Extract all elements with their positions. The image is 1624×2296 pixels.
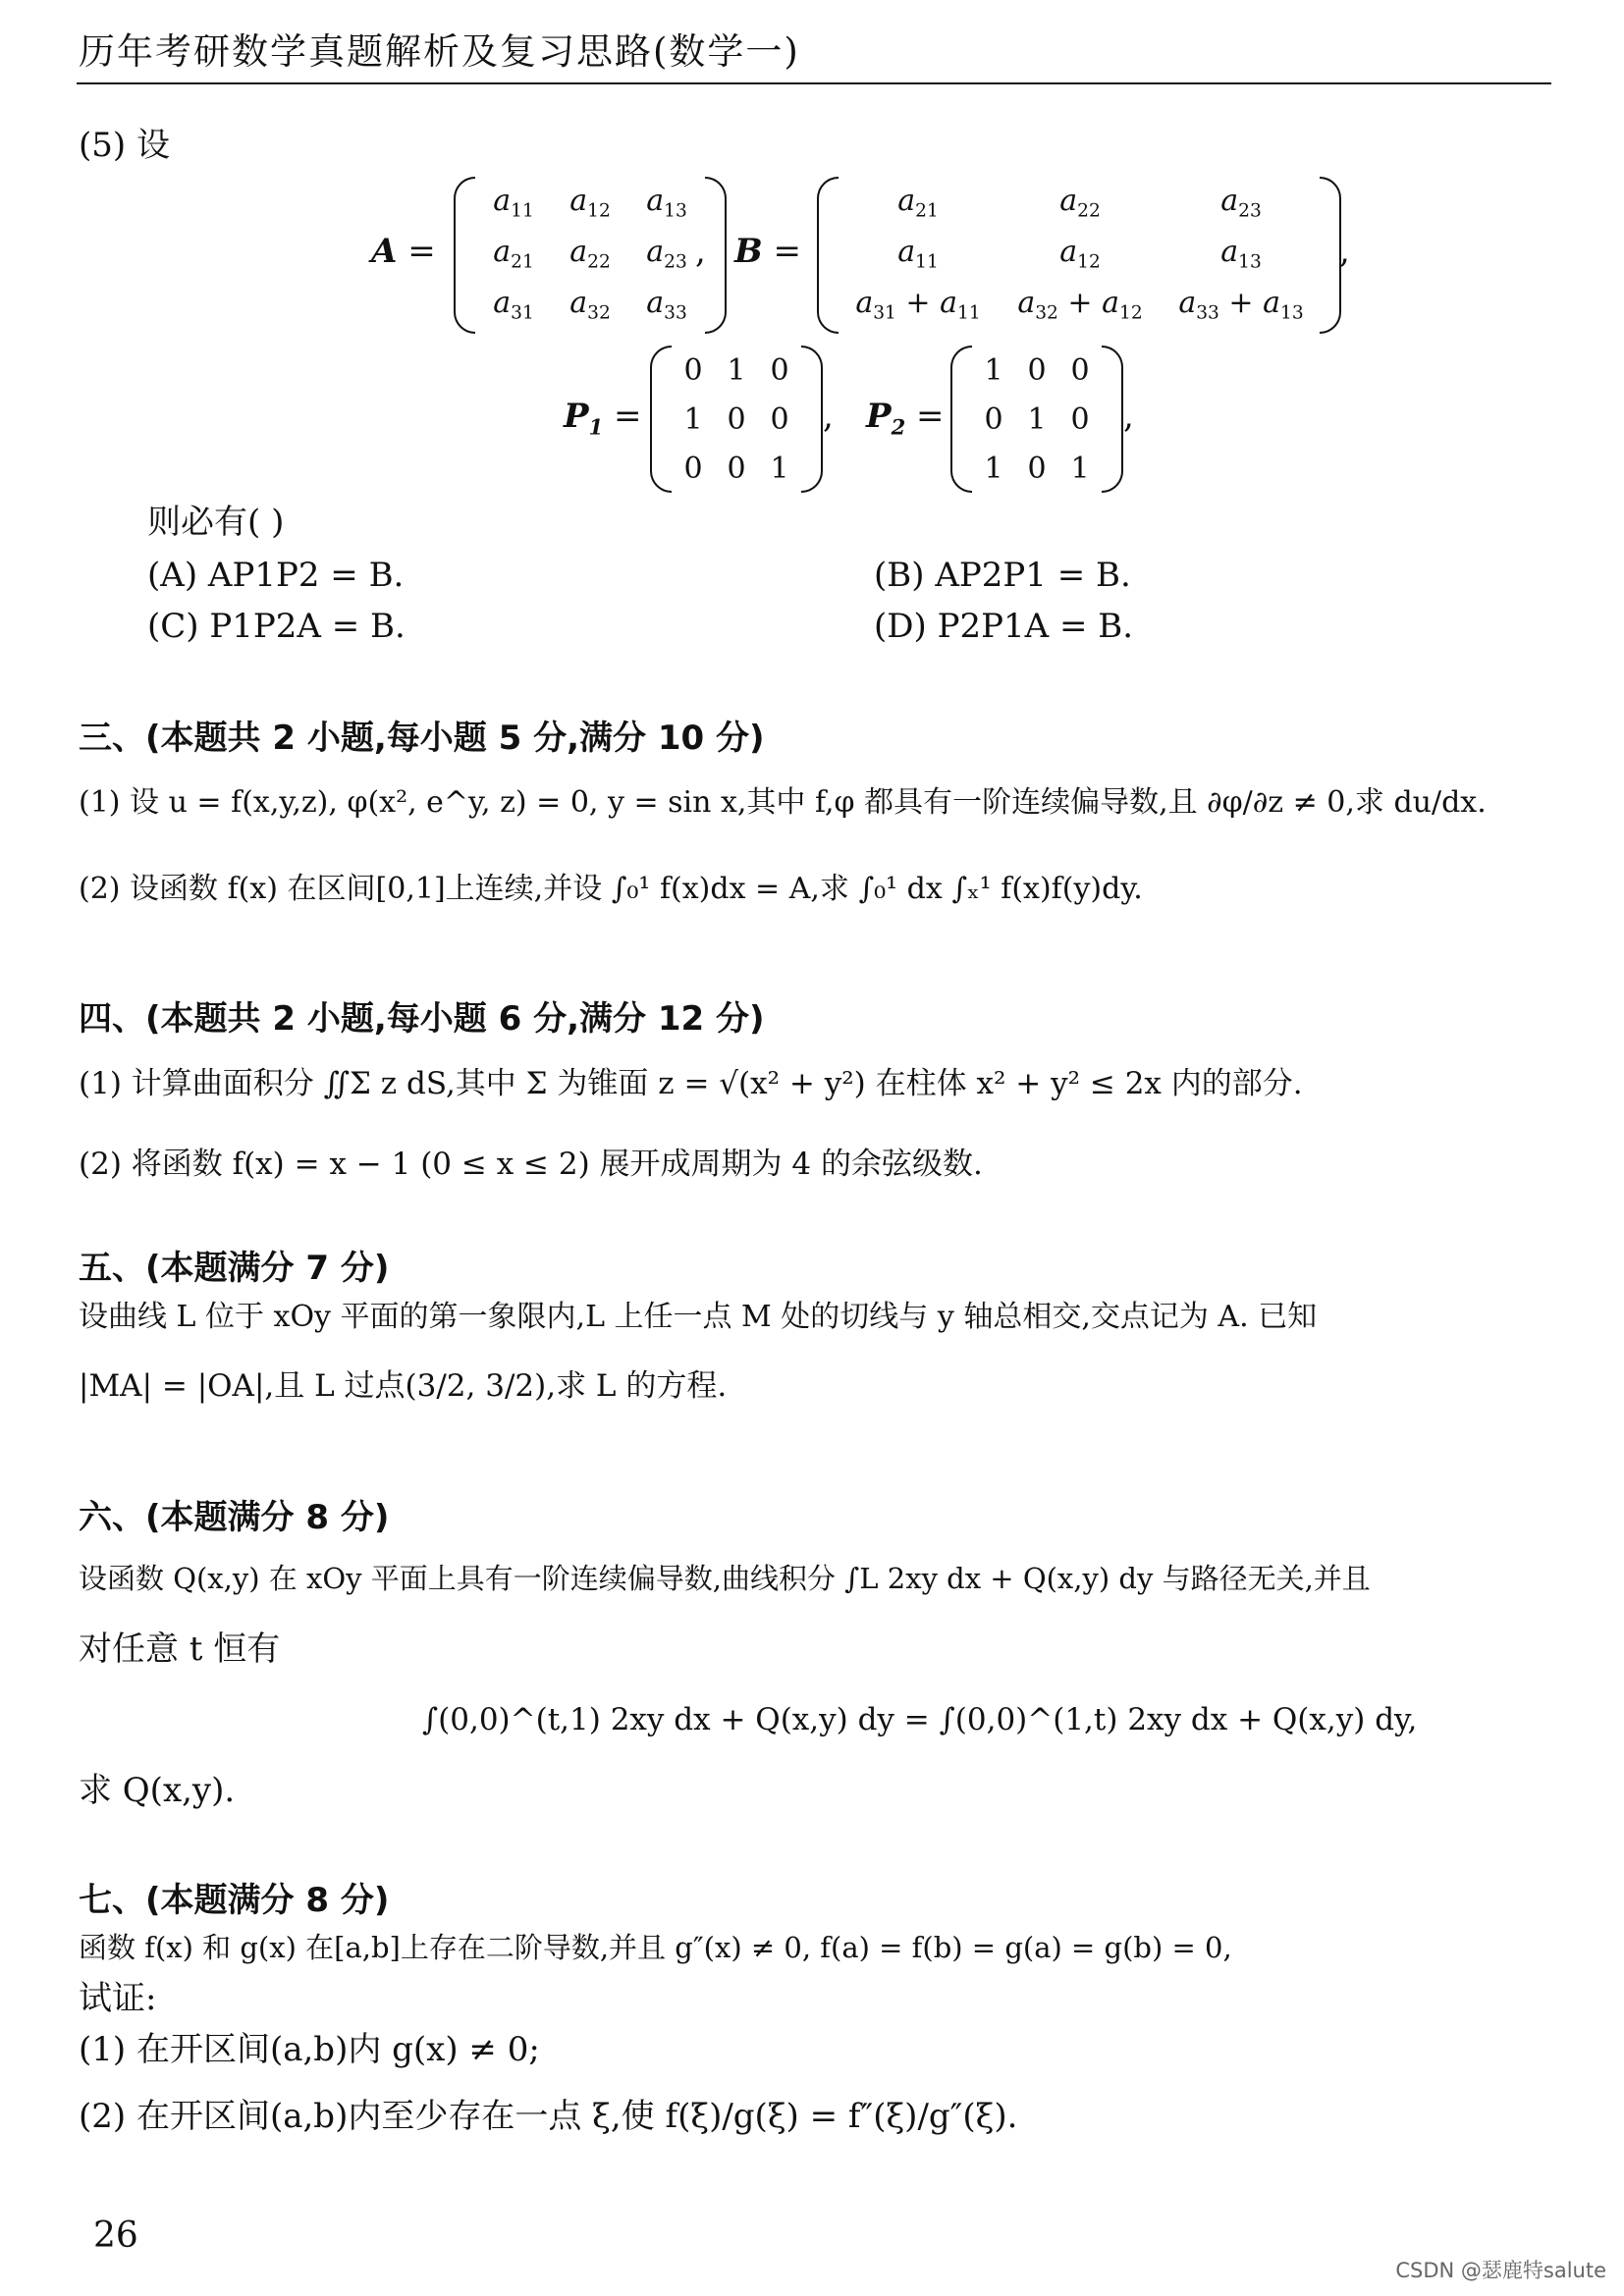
section-5-heading: 五、(本题满分 7 分) bbox=[79, 1249, 390, 1288]
gridA-cell-0-0: $a_{11}$ bbox=[493, 183, 534, 222]
gridP1-cell-0-1: 1 bbox=[727, 352, 746, 388]
gridB-cell-0-1: $a_{22}$ bbox=[1059, 183, 1101, 222]
gridP2-cell-2-2: 1 bbox=[1070, 451, 1090, 486]
section-4-q1: (1) 计算曲面积分 ∬Σ z dS,其中 Σ 为锥面 z = √(x² + y²) 在柱体 x² + y² ≤ 2x 内的部分. bbox=[79, 1066, 1303, 1101]
section-6-line2: 对任意 t 恒有 bbox=[79, 1629, 281, 1669]
gridA-cell-2-1: $a_{32}$ bbox=[569, 285, 611, 324]
gridB-cell-2-0: $a_{31} + a_{11}$ bbox=[855, 285, 981, 324]
gridP2-cell-1-1: 1 bbox=[1027, 401, 1047, 437]
section-7-line2: 试证: bbox=[79, 1979, 157, 2018]
section-3-q2: (2) 设函数 f(x) 在区间[0,1]上连续,并设 ∫₀¹ f(x)dx = A,求 ∫₀¹ dx ∫ₓ¹ f(x)f(y)dy. bbox=[79, 872, 1143, 906]
section-6-equation: ∫(0,0)^(t,1) 2xy dx + Q(x,y) dy = ∫(0,0)^(1,t) 2xy dx + Q(x,y) dy, bbox=[422, 1702, 1418, 1737]
matrix-a-comma: , bbox=[695, 232, 706, 271]
section-3-q1: (1) 设 u = f(x,y,z), φ(x², e^y, z) = 0, y = sin x,其中 f,φ 都具有一阶连续偏导数,且 ∂φ/∂z ≠ 0,求 du/dx. bbox=[79, 785, 1487, 820]
option-b: (B) AP2P1 = B. bbox=[874, 556, 1131, 595]
section-5-line1: 设曲线 L 位于 xOy 平面的第一象限内,L 上任一点 M 处的切线与 y 轴总相交,交点记为 A. 已知 bbox=[79, 1300, 1318, 1334]
section-4-heading: 四、(本题共 2 小题,每小题 6 分,满分 12 分) bbox=[79, 999, 765, 1039]
gridP1-cell-1-1: 0 bbox=[727, 401, 746, 437]
option-d: (D) P2P1A = B. bbox=[874, 607, 1134, 646]
gridP1-cell-2-1: 0 bbox=[727, 451, 746, 486]
gridP1-cell-0-2: 0 bbox=[770, 352, 789, 388]
gridA-cell-0-2: $a_{13}$ bbox=[646, 183, 687, 222]
gridB-cell-0-0: $a_{21}$ bbox=[897, 183, 939, 222]
gridP2-cell-0-2: 0 bbox=[1070, 352, 1090, 388]
section-7-line1: 函数 f(x) 和 g(x) 在[a,b]上存在二阶导数,并且 g″(x) ≠ 0, f(a) = f(b) = g(a) = g(b) = 0, bbox=[79, 1931, 1232, 1964]
watermark: CSDN @瑟鹿特salute bbox=[1395, 2259, 1606, 2282]
section-6-line3: 求 Q(x,y). bbox=[79, 1771, 236, 1810]
gridA-cell-2-0: $a_{31}$ bbox=[493, 285, 534, 324]
gridP1-cell-1-2: 0 bbox=[770, 401, 789, 437]
gridP1-cell-2-0: 0 bbox=[683, 451, 703, 486]
section-4-q2: (2) 将函数 f(x) = x − 1 (0 ≤ x ≤ 2) 展开成周期为 4 的余弦级数. bbox=[79, 1147, 983, 1182]
gridP2-cell-1-2: 0 bbox=[1070, 401, 1090, 437]
gridB-cell-0-2: $a_{23}$ bbox=[1220, 183, 1262, 222]
header-rule bbox=[77, 82, 1551, 84]
gridB-cell-1-1: $a_{12}$ bbox=[1059, 234, 1101, 273]
section-7-q2: (2) 在开区间(a,b)内至少存在一点 ξ,使 f(ξ)/g(ξ) = f″(ξ)/g″(ξ). bbox=[79, 2097, 1018, 2136]
gridP2-cell-0-0: 1 bbox=[984, 352, 1003, 388]
gridA-cell-1-0: $a_{21}$ bbox=[493, 234, 534, 273]
matrix-a bbox=[454, 177, 727, 334]
matrix-a-label: A = bbox=[371, 232, 436, 271]
option-a: (A) AP1P2 = B. bbox=[147, 556, 405, 595]
gridA-cell-1-1: $a_{22}$ bbox=[569, 234, 611, 273]
matrix-p2 bbox=[950, 346, 1123, 493]
matrix-p2-comma: , bbox=[1123, 397, 1134, 436]
section-6-heading: 六、(本题满分 8 分) bbox=[79, 1498, 390, 1537]
matrix-b bbox=[817, 177, 1341, 334]
section-3-heading: 三、(本题共 2 小题,每小题 5 分,满分 10 分) bbox=[79, 719, 765, 758]
gridP2-cell-1-0: 0 bbox=[984, 401, 1003, 437]
matrix-p2-label: $P_2$ = bbox=[866, 397, 945, 440]
gridB-cell-2-2: $a_{33} + a_{13}$ bbox=[1178, 285, 1304, 324]
section-5-line2: |MA| = |OA|,且 L 过点(3/2, 3/2),求 L 的方程. bbox=[79, 1368, 728, 1404]
section-7-q1: (1) 在开区间(a,b)内 g(x) ≠ 0; bbox=[79, 2030, 540, 2069]
matrix-b-label: B = bbox=[734, 232, 802, 271]
gridB-cell-1-0: $a_{11}$ bbox=[897, 234, 939, 273]
option-c: (C) P1P2A = B. bbox=[147, 607, 406, 646]
matrix-b-comma: , bbox=[1339, 232, 1350, 271]
matrix-p1 bbox=[650, 346, 823, 493]
gridB-cell-2-1: $a_{32} + a_{12}$ bbox=[1017, 285, 1143, 324]
gridP2-cell-2-1: 0 bbox=[1027, 451, 1047, 486]
gridP1-cell-1-0: 1 bbox=[683, 401, 703, 437]
matrix-p1-label: $P_1$ = bbox=[564, 397, 642, 440]
page-number: 26 bbox=[93, 2216, 138, 2256]
gridB-cell-1-2: $a_{13}$ bbox=[1220, 234, 1262, 273]
matrix-p1-comma: , bbox=[823, 397, 834, 436]
running-header: 历年考研数学真题解析及复习思路(数学一) bbox=[79, 30, 800, 73]
gridA-cell-0-1: $a_{12}$ bbox=[569, 183, 611, 222]
section-7-heading: 七、(本题满分 8 分) bbox=[79, 1881, 390, 1920]
section-6-line1: 设函数 Q(x,y) 在 xOy 平面上具有一阶连续偏导数,曲线积分 ∫L 2xy dx + Q(x,y) dy 与路径无关,并且 bbox=[79, 1562, 1371, 1595]
gridA-cell-1-2: $a_{23}$ bbox=[646, 234, 687, 273]
gridP2-cell-0-1: 0 bbox=[1027, 352, 1047, 388]
gridP1-cell-0-0: 0 bbox=[683, 352, 703, 388]
gridP2-cell-2-0: 1 bbox=[984, 451, 1003, 486]
q5-question: 则必有( ) bbox=[147, 503, 285, 542]
gridA-cell-2-2: $a_{33}$ bbox=[646, 285, 687, 324]
q5-intro: (5) 设 bbox=[79, 126, 170, 165]
gridP1-cell-2-2: 1 bbox=[770, 451, 789, 486]
